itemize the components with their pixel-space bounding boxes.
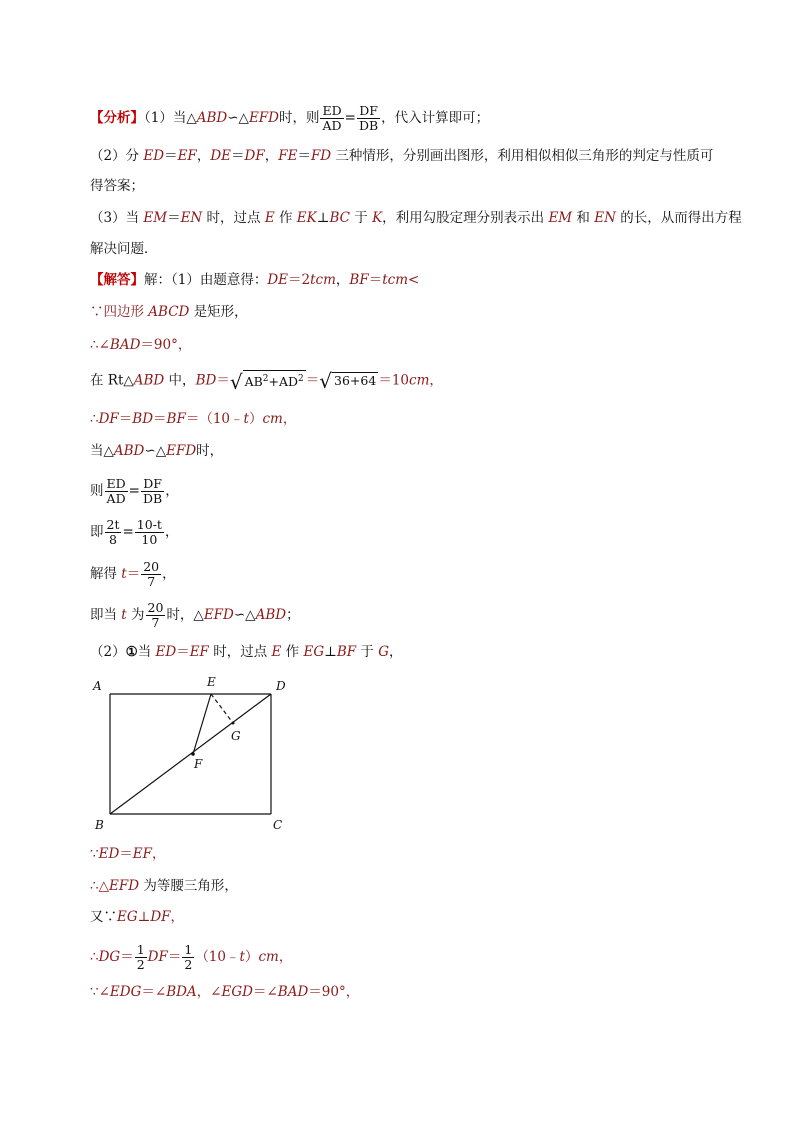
answer-label: 【解答】	[90, 272, 144, 288]
analysis-line-4: （3）当 EM＝EN 时，过点 E 作 EK⊥BC 于 K，利用勾股定理分别表示出 EM 和 EN 的长，从而得出方程	[90, 210, 742, 226]
answer-line-9: 解得 t＝ $\frac{20}{7}$ ，	[90, 559, 176, 589]
square-root: √ 36+64	[319, 369, 377, 394]
answer-line-15: ∴DG＝ $\frac{1}{2}$ DF＝ $\frac{1}{2}$ （10﹣t）cm，	[90, 942, 293, 972]
point-F	[191, 752, 195, 756]
analysis-label: 【分析】	[90, 110, 144, 126]
label-G: G	[231, 729, 241, 743]
answer-line-4: 在 Rt△ABD 中，BD＝√ $AB^2+AD^2$ ＝√ 36+64 ＝10cm，	[90, 369, 443, 395]
fraction: $\frac{10-t}{10}$	[136, 517, 162, 547]
analysis-line-2: （2）分 ED＝EF，DE＝DF，FE＝FD 三种情形，分别画出图形，利用相似相似三角形的判定与性质可	[90, 148, 714, 164]
answer-line-3: ∴∠BAD＝90°，	[90, 337, 192, 353]
fraction: $\frac{ED}{AD}$	[322, 103, 342, 133]
diagonal-BD	[110, 694, 271, 814]
fraction: $\frac{2t}{8}$	[106, 517, 120, 547]
answer-line-5: ∴DF＝BD＝BF＝（10﹣t）cm，	[90, 411, 297, 427]
answer-line-2: ∵四边形 ABCD 是矩形，	[90, 304, 248, 320]
fraction: $\frac{ED}{AD}$	[106, 476, 126, 506]
point-G	[232, 722, 235, 725]
answer-line-8: 即 $\frac{2t}{8}$ = $\frac{10-t}{10}$ ，	[90, 517, 179, 547]
fraction: $\frac{DF}{DB}$	[358, 103, 379, 133]
answer-line-12: ∵ED＝EF，	[90, 846, 166, 862]
answer-line-11: （2）①当 ED＝EF 时，过点 E 作 EG⊥BF 于 G，	[90, 644, 403, 660]
segment-EG-dashed	[211, 694, 233, 723]
label-A: A	[93, 679, 102, 693]
label-D: D	[276, 679, 286, 693]
answer-line-6: 当△ABD∽△EFD时，	[90, 443, 224, 459]
answer-line-16: ∵∠EDG＝∠BDA，∠EGD＝∠BAD＝90°，	[90, 984, 360, 1000]
fraction: $\frac{1}{2}$	[136, 942, 145, 972]
analysis-line-3: 得答案；	[90, 178, 144, 194]
analysis-line-5: 解决问题．	[90, 241, 158, 257]
label-E: E	[207, 675, 216, 689]
label-B: B	[95, 818, 104, 832]
analysis-line-1: 【分析】（1）当△ABD∽△EFD时，则 $\frac{ED}{AD}$ = $\frac{DF}{DB}$ ，代入计算即可；	[90, 103, 490, 133]
geometry-figure	[88, 672, 298, 837]
fraction: $\frac{20}{7}$	[143, 559, 160, 589]
fraction: $\frac{20}{7}$	[147, 600, 164, 630]
answer-line-7: 则 $\frac{ED}{AD}$ = $\frac{DF}{DB}$ ，	[90, 476, 179, 506]
answer-line-13: ∴△EFD 为等腰三角形，	[90, 878, 238, 894]
label-F: F	[194, 757, 203, 771]
square-root: √ $AB^2+AD^2$	[229, 370, 304, 395]
answer-line-14: 又∵EG⊥DF，	[90, 909, 185, 925]
answer-line-1: 【解答】解：（1）由题意得：DE＝2tcm，BF＝tcm<	[90, 272, 420, 288]
answer-line-10: 即当 t 为 $\frac{20}{7}$ 时，△EFD∽△ABD；	[90, 600, 300, 630]
fraction: $\frac{DF}{DB}$	[142, 476, 163, 506]
fraction: $\frac{1}{2}$	[184, 942, 193, 972]
label-C: C	[273, 818, 283, 832]
